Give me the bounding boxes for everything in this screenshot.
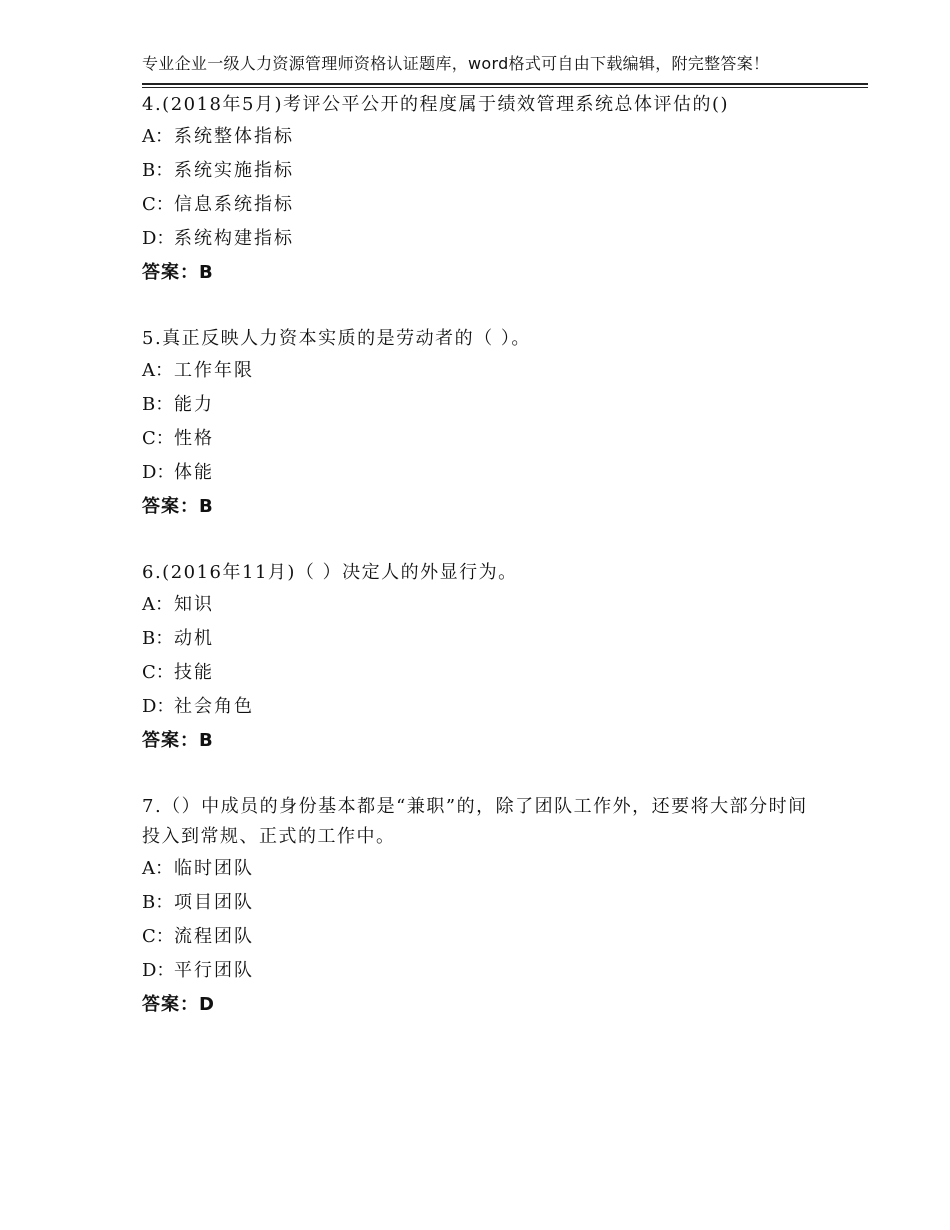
question-text: 5.真正反映人力资本实质的是劳动者的（ ）。	[142, 328, 531, 349]
option-text: 体能	[174, 462, 214, 483]
answer-label: 答案：D	[142, 994, 215, 1015]
option-d	[142, 456, 868, 490]
option-text: 动机	[174, 628, 214, 649]
option-d	[142, 954, 868, 988]
option-text: 系统实施指标	[174, 160, 294, 181]
option-text: 信息系统指标	[174, 194, 294, 215]
option-letter: D：	[142, 228, 175, 249]
option-text: 性格	[174, 428, 214, 449]
option-a	[142, 852, 868, 886]
option-letter: C：	[142, 662, 174, 683]
option-a	[142, 588, 868, 622]
option-a	[142, 354, 868, 388]
option-c	[142, 656, 868, 690]
option-letter: B：	[142, 628, 174, 649]
option-c	[142, 920, 868, 954]
option-text: 临时团队	[174, 858, 254, 879]
option-text: 技能	[174, 662, 214, 683]
question-6	[142, 558, 868, 758]
option-letter: D：	[142, 696, 175, 717]
question-text: 7.（）中成员的身份基本都是“兼职”的，除了团队工作外，还要将大部分时间 投入到常规、正式的工作中。	[142, 796, 808, 847]
option-letter: B：	[142, 892, 174, 913]
option-b	[142, 886, 868, 920]
option-d	[142, 690, 868, 724]
option-b	[142, 154, 868, 188]
header-divider	[142, 83, 868, 88]
option-a	[142, 120, 868, 154]
option-letter: A：	[142, 126, 173, 147]
option-letter: A：	[142, 360, 173, 381]
option-text: 工作年限	[174, 360, 254, 381]
option-letter: D：	[142, 462, 175, 483]
question-text: 4.(2018年5月)考评公平公开的程度属于绩效管理系统总体评估的()	[142, 94, 730, 115]
option-c	[142, 188, 868, 222]
option-text: 流程团队	[174, 926, 254, 947]
question-text: 6.(2016年11月)（ ）决定人的外显行为。	[142, 562, 518, 583]
option-d	[142, 222, 868, 256]
option-letter: C：	[142, 428, 174, 449]
option-letter: C：	[142, 926, 174, 947]
document-page	[142, 52, 868, 1022]
document-header: 专业企业一级人力资源管理师资格认证题库，word格式可自由下载编辑，附完整答案！	[142, 54, 770, 73]
option-b	[142, 622, 868, 656]
option-letter: B：	[142, 160, 174, 181]
option-c	[142, 422, 868, 456]
option-text: 系统构建指标	[174, 228, 294, 249]
option-letter: D：	[142, 960, 175, 981]
answer-label: 答案：B	[142, 730, 214, 751]
answer-label: 答案：B	[142, 496, 214, 517]
question-4	[142, 90, 868, 290]
option-b	[142, 388, 868, 422]
option-text: 社会角色	[174, 696, 254, 717]
option-letter: C：	[142, 194, 174, 215]
option-letter: A：	[142, 858, 173, 879]
option-text: 项目团队	[174, 892, 254, 913]
option-letter: A：	[142, 594, 173, 615]
question-5	[142, 324, 868, 524]
option-text: 系统整体指标	[174, 126, 294, 147]
question-7	[142, 792, 868, 1022]
option-text: 平行团队	[174, 960, 254, 981]
option-letter: B：	[142, 394, 174, 415]
option-text: 能力	[174, 394, 214, 415]
option-text: 知识	[174, 594, 214, 615]
answer-label: 答案：B	[142, 262, 214, 283]
